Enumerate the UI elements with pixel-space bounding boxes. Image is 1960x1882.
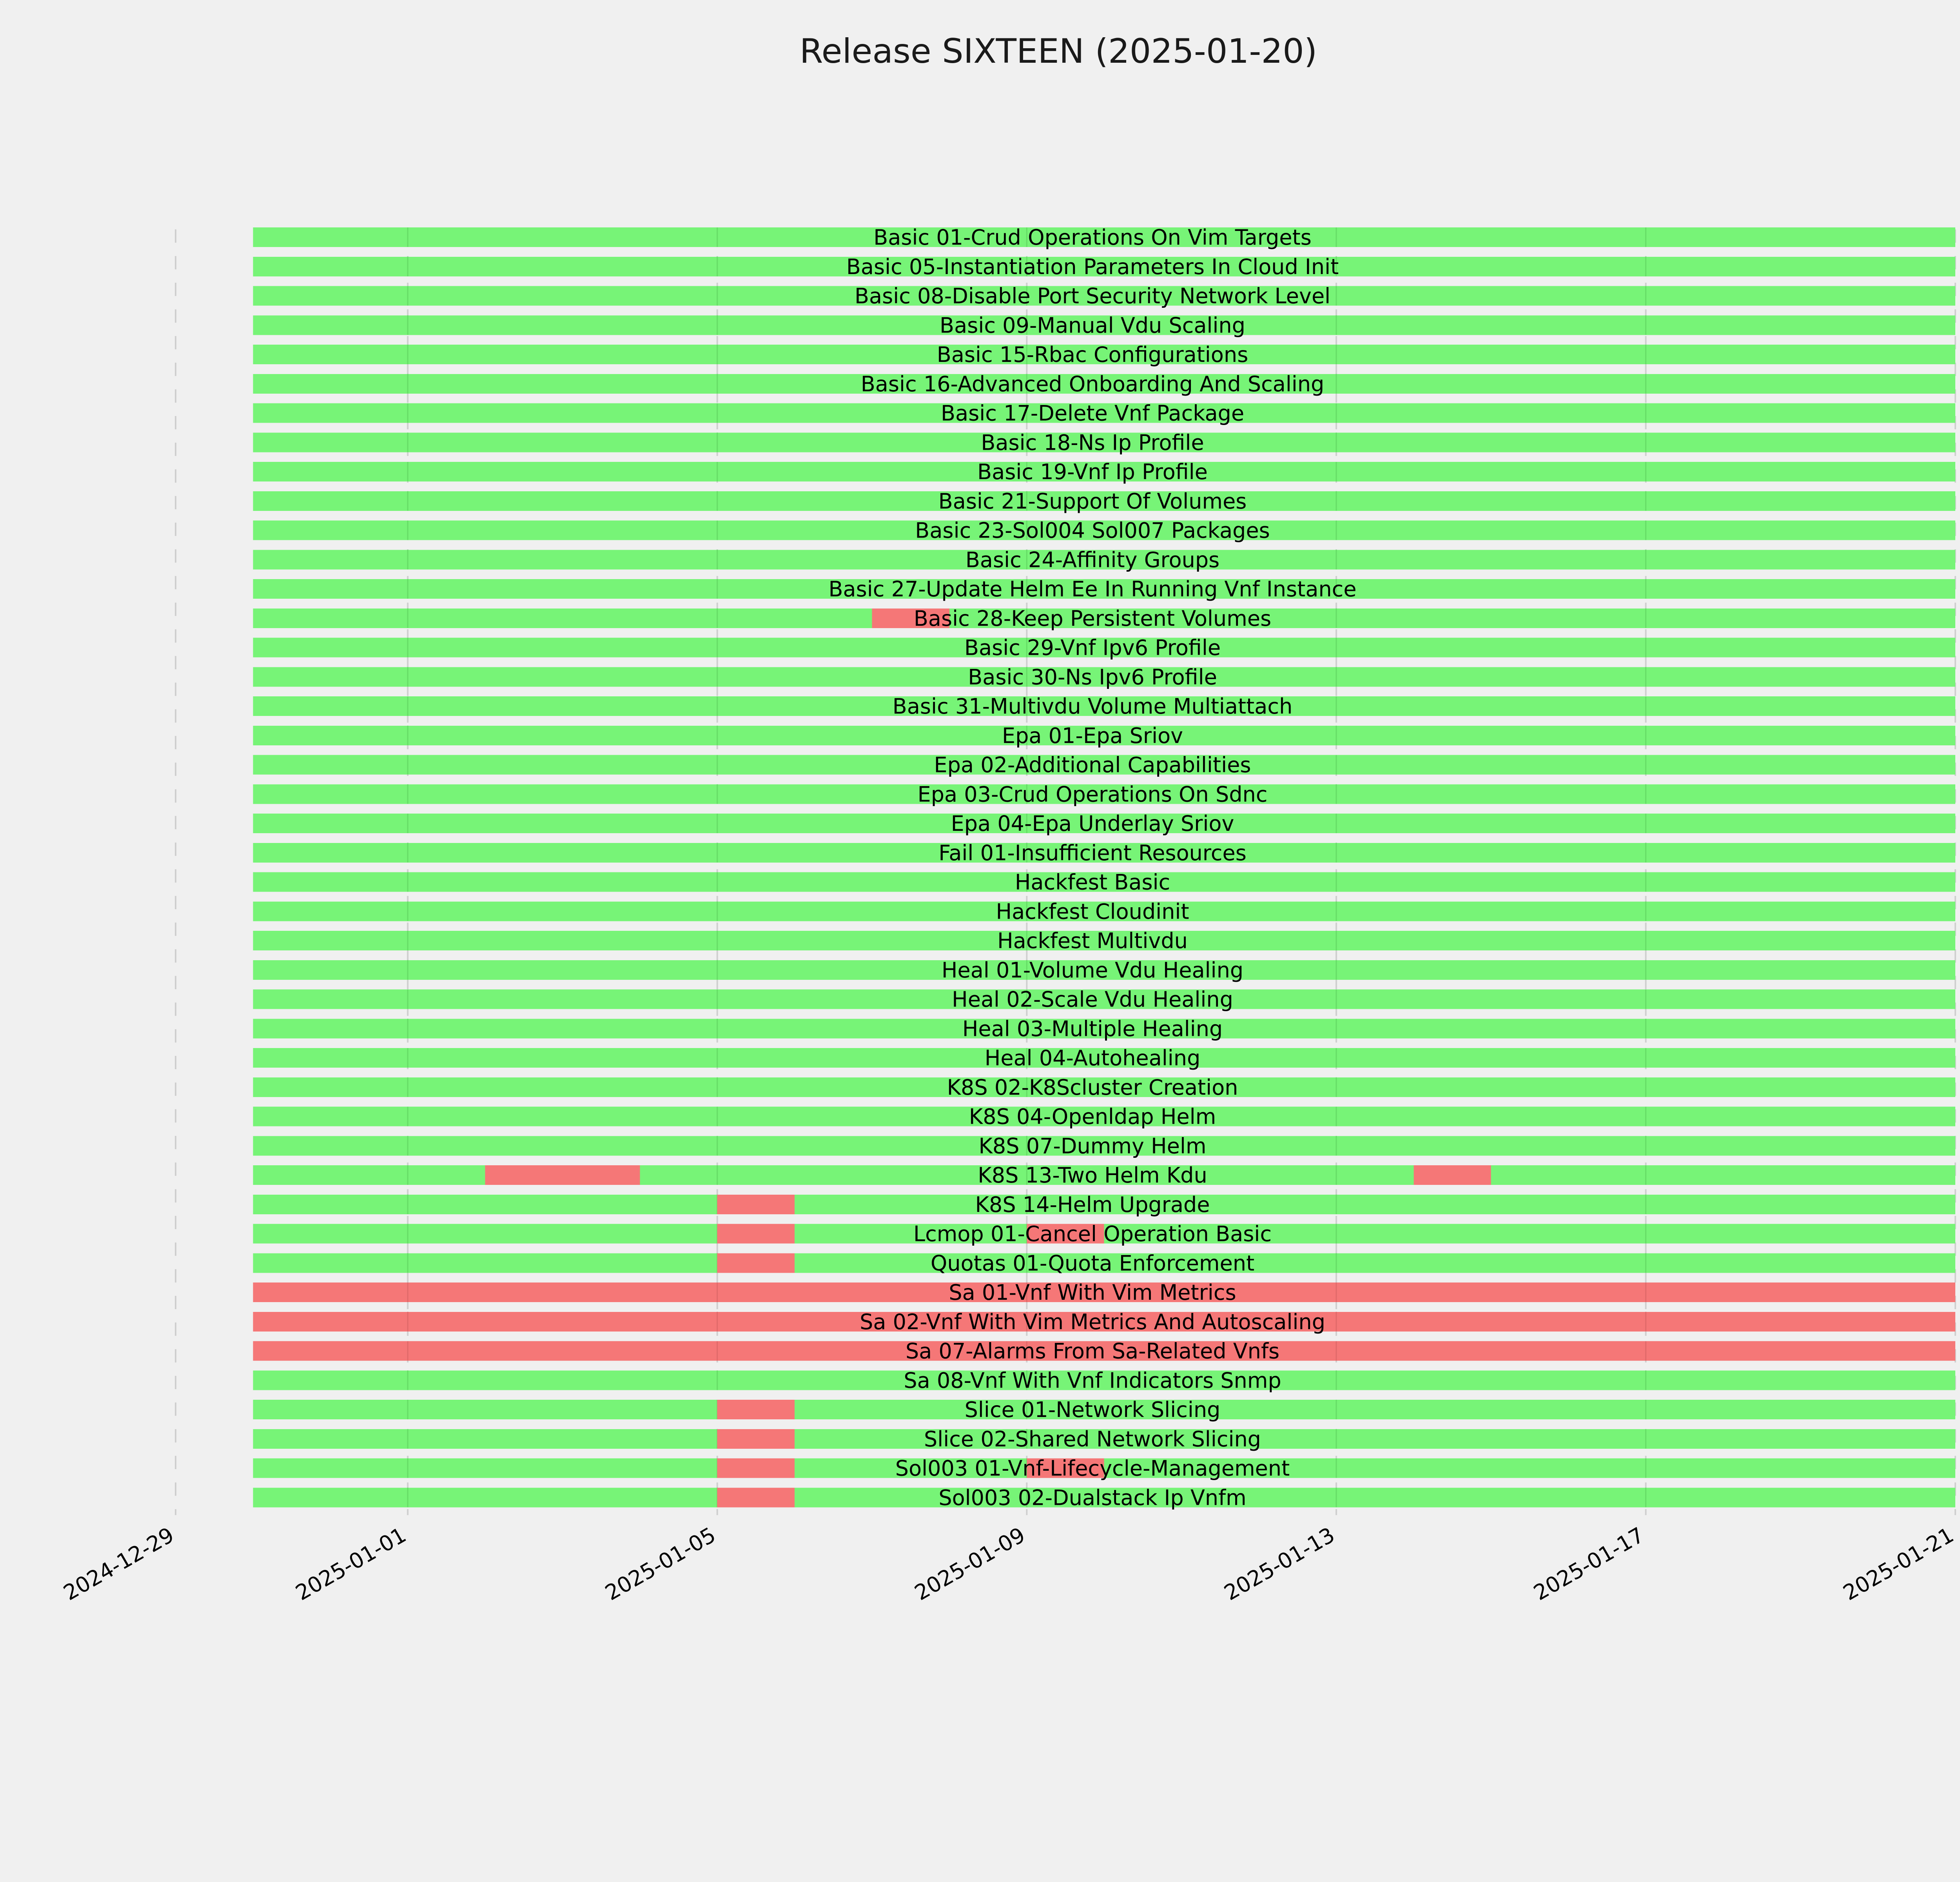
- x-tick-label: 2024-12-29: [59, 1522, 178, 1606]
- x-tick-label: 2025-01-17: [1529, 1522, 1648, 1606]
- row-label: Lcmop 01-Cancel Operation Basic: [913, 1221, 1272, 1246]
- fail-segment: [485, 1165, 563, 1185]
- row-label: Basic 05-Instantiation Parameters In Cloud Init: [846, 254, 1339, 279]
- row-label: Heal 03-Multiple Healing: [962, 1016, 1223, 1041]
- fail-segment: [563, 1165, 640, 1185]
- x-tick-label: 2025-01-13: [1220, 1522, 1339, 1606]
- fail-segment: [717, 1400, 795, 1419]
- row-label: Basic 30-Ns Ipv6 Profile: [968, 665, 1217, 690]
- fail-segment: [1414, 1165, 1491, 1185]
- row-label: Basic 08-Disable Port Security Network Level: [854, 283, 1331, 309]
- x-tick-label: 2025-01-05: [601, 1522, 720, 1606]
- row-label: Basic 27-Update Helm Ee In Running Vnf Instance: [828, 577, 1357, 601]
- row-label: Sa 01-Vnf With Vim Metrics: [949, 1280, 1236, 1305]
- fail-segment: [717, 1459, 795, 1478]
- row-label: Basic 18-Ns Ip Profile: [981, 430, 1204, 455]
- row-label: Epa 01-Epa Sriov: [1002, 723, 1183, 748]
- row-label: Basic 31-Multivdu Volume Multiattach: [892, 694, 1293, 719]
- x-tick-label: 2025-01-09: [910, 1522, 1029, 1606]
- row-label: K8S 13-Two Helm Kdu: [978, 1163, 1207, 1188]
- row-label: K8S 04-Openldap Helm: [969, 1104, 1216, 1129]
- row-label: Epa 02-Additional Capabilities: [934, 752, 1251, 778]
- fail-segment: [717, 1224, 795, 1244]
- x-tick-label: 2025-01-01: [291, 1522, 410, 1606]
- row-label: Hackfest Basic: [1014, 870, 1171, 895]
- row-label: Sol003 01-Vnf-Lifecycle-Management: [895, 1456, 1290, 1481]
- row-label: Hackfest Cloudinit: [996, 899, 1189, 924]
- row-label: K8S 07-Dummy Helm: [978, 1134, 1207, 1159]
- row-label: Epa 04-Epa Underlay Sriov: [951, 811, 1234, 836]
- row-label: K8S 14-Helm Upgrade: [975, 1192, 1210, 1217]
- row-label: Heal 02-Scale Vdu Healing: [952, 987, 1233, 1012]
- row-label: Basic 19-Vnf Ip Profile: [977, 460, 1208, 484]
- row-label: Basic 01-Crud Operations On Vim Targets: [873, 225, 1312, 250]
- row-label: Hackfest Multivdu: [997, 928, 1188, 953]
- row-label: Slice 01-Network Slicing: [964, 1397, 1221, 1422]
- row-label: Basic 09-Manual Vdu Scaling: [940, 313, 1245, 338]
- row-label: Basic 15-Rbac Configurations: [936, 342, 1249, 367]
- x-tick-label: 2025-01-21: [1839, 1522, 1958, 1606]
- row-label: Sa 08-Vnf With Vnf Indicators Snmp: [904, 1368, 1281, 1393]
- chart-title: Release SIXTEEN (2025-01-20): [799, 32, 1318, 71]
- row-label: Basic 16-Advanced Onboarding And Scaling: [860, 371, 1325, 396]
- row-label: Quotas 01-Quota Enforcement: [930, 1251, 1255, 1276]
- row-label: Basic 29-Vnf Ipv6 Profile: [964, 635, 1221, 660]
- row-label: Slice 02-Shared Network Slicing: [924, 1426, 1261, 1451]
- row-label: K8S 02-K8Scluster Creation: [947, 1075, 1238, 1100]
- row-label: Basic 24-Affinity Groups: [965, 547, 1220, 572]
- row-label: Sa 02-Vnf With Vim Metrics And Autoscaling: [860, 1309, 1325, 1334]
- row-label: Heal 04-Autohealing: [984, 1046, 1201, 1070]
- row-label: Sol003 02-Dualstack Ip Vnfm: [938, 1485, 1247, 1510]
- row-label: Epa 03-Crud Operations On Sdnc: [917, 782, 1268, 807]
- row-label: Heal 01-Volume Vdu Healing: [941, 957, 1244, 983]
- fail-segment: [717, 1195, 795, 1214]
- row-label: Basic 23-Sol004 Sol007 Packages: [915, 518, 1270, 543]
- fail-segment: [717, 1253, 795, 1273]
- row-label: Basic 21-Support Of Volumes: [938, 489, 1247, 514]
- fail-segment: [717, 1488, 795, 1507]
- row-label: Basic 17-Delete Vnf Package: [940, 401, 1245, 426]
- row-label: Sa 07-Alarms From Sa-Related Vnfs: [905, 1339, 1280, 1364]
- fail-segment: [717, 1429, 795, 1449]
- row-label: Fail 01-Insufficient Resources: [938, 840, 1247, 865]
- row-label: Basic 28-Keep Persistent Volumes: [913, 606, 1272, 631]
